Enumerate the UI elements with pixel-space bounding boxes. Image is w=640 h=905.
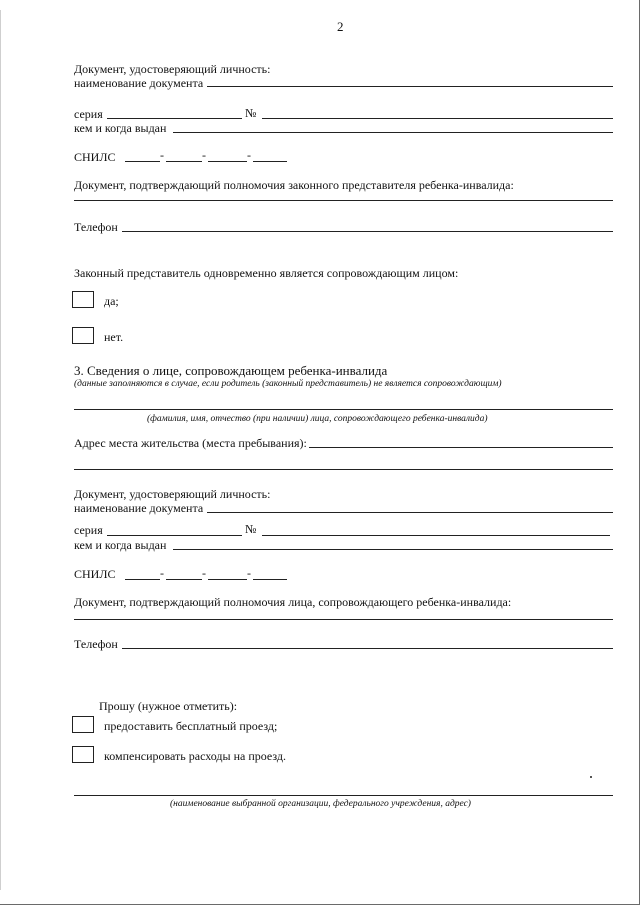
issued-label: кем и когда выдан xyxy=(74,538,167,552)
snils-segment[interactable] xyxy=(253,579,287,580)
doc-name-field[interactable] xyxy=(207,512,613,513)
number-field[interactable] xyxy=(262,118,613,119)
accompany-question: Законный представитель одновременно является сопровождающим лицом: xyxy=(74,266,459,280)
phone-label: Телефон xyxy=(74,220,118,234)
authority-doc-field[interactable] xyxy=(74,619,613,620)
authority-doc-label: Документ, подтверждающий полномочия законного представителя ребенка-инвалида: xyxy=(74,178,514,192)
id-doc-heading: Документ, удостоверяющий личность: xyxy=(74,487,271,501)
series-field[interactable] xyxy=(107,118,242,119)
number-label: № xyxy=(245,522,257,536)
authority-doc-label: Документ, подтверждающий полномочия лица, сопровождающего ребенка-инвалида: xyxy=(74,595,512,609)
organization-field[interactable] xyxy=(74,795,613,796)
number-label: № xyxy=(245,106,257,120)
phone-field[interactable] xyxy=(122,648,613,649)
series-label: серия xyxy=(74,523,103,537)
snils-segment[interactable] xyxy=(125,161,160,162)
doc-name-label: наименование документа xyxy=(74,501,204,515)
checkbox-free-travel[interactable] xyxy=(72,716,94,733)
snils-dash: - xyxy=(247,148,251,162)
checkbox-yes[interactable] xyxy=(72,291,94,308)
snils-label: СНИЛС xyxy=(74,567,116,581)
snils-dash: - xyxy=(160,566,164,580)
option-yes-label: да; xyxy=(104,294,119,308)
checkbox-no[interactable] xyxy=(72,327,94,344)
scan-left-edge xyxy=(0,10,1,890)
id-doc-heading: Документ, удостоверяющий личность: xyxy=(74,62,271,76)
doc-name-field[interactable] xyxy=(207,86,613,87)
snils-segment[interactable] xyxy=(253,161,287,162)
number-field[interactable] xyxy=(262,535,610,536)
snils-dash: - xyxy=(202,148,206,162)
address-label: Адрес места жительства (места пребывания): xyxy=(74,436,307,450)
organization-caption: (наименование выбранной организации, федерального учреждения, адрес) xyxy=(170,799,471,809)
snils-segment[interactable] xyxy=(166,579,202,580)
page-number: 2 xyxy=(337,19,344,34)
series-field[interactable] xyxy=(107,535,242,536)
checkbox-compensation[interactable] xyxy=(72,746,94,763)
section-3-subtitle: (данные заполняются в случае, если родитель (законный представитель) не является сопровождающим) xyxy=(74,379,502,389)
fio-field[interactable] xyxy=(74,409,613,410)
phone-field[interactable] xyxy=(122,231,613,232)
issued-field[interactable] xyxy=(173,549,613,550)
fio-caption: (фамилия, имя, отчество (при наличии) лица, сопровождающего ребенка-инвалида) xyxy=(147,414,488,424)
snils-segment[interactable] xyxy=(208,579,247,580)
section-3-title: 3. Сведения о лице, сопровождающем ребенка-инвалида xyxy=(74,363,388,378)
snils-segment[interactable] xyxy=(208,161,247,162)
issued-field[interactable] xyxy=(173,132,613,133)
address-field-continued[interactable] xyxy=(74,469,613,470)
snils-segment[interactable] xyxy=(125,579,160,580)
request-heading: Прошу (нужное отметить): xyxy=(99,699,238,713)
authority-doc-field[interactable] xyxy=(74,200,613,201)
option-no-label: нет. xyxy=(104,330,124,344)
option-compensation-label: компенсировать расходы на проезд. xyxy=(104,749,287,763)
snils-dash: - xyxy=(202,566,206,580)
snils-dash: - xyxy=(247,566,251,580)
snils-label: СНИЛС xyxy=(74,150,116,164)
snils-segment[interactable] xyxy=(166,161,202,162)
scan-speck xyxy=(590,776,592,778)
address-field[interactable] xyxy=(309,447,613,448)
snils-dash: - xyxy=(160,148,164,162)
series-label: серия xyxy=(74,107,103,121)
phone-label: Телефон xyxy=(74,637,118,651)
option-free-travel-label: предоставить бесплатный проезд; xyxy=(104,719,278,733)
issued-label: кем и когда выдан xyxy=(74,121,167,135)
doc-name-label: наименование документа xyxy=(74,76,204,90)
